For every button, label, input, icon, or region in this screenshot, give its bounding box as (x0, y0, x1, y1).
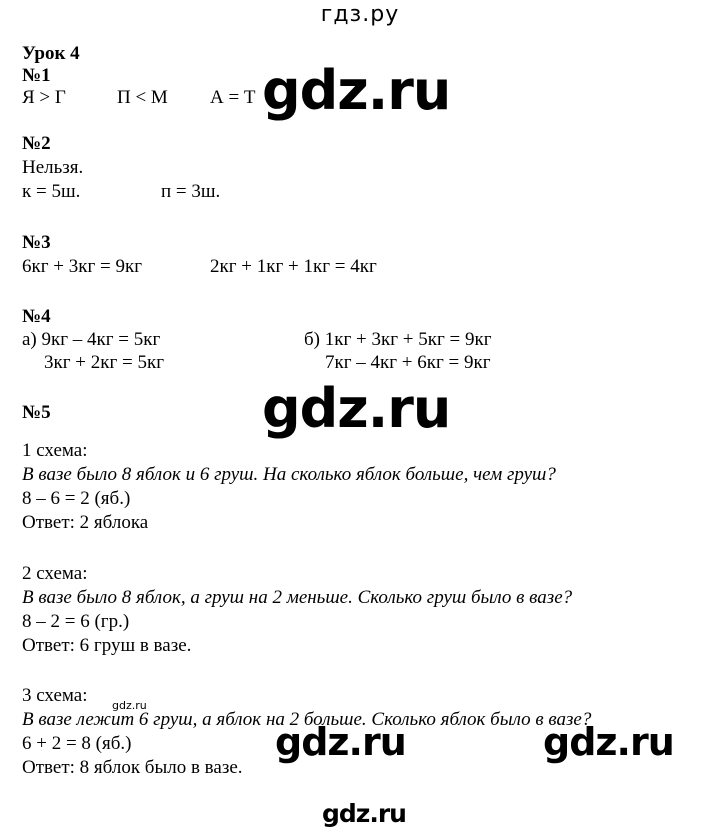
task1-number: №1 (22, 65, 51, 86)
task4-a-line1: а) 9кг – 4кг = 5кг (22, 329, 161, 350)
site-header: гдз.ру (320, 2, 400, 27)
task4-b-line2: 7кг – 4кг + 6кг = 9кг (325, 352, 491, 373)
scheme1-label: 1 схема: (22, 440, 88, 461)
watermark-footer: gdz.ru (322, 799, 406, 828)
scheme3-solution: 6 + 2 = 8 (яб.) (22, 733, 132, 754)
scheme1-solution: 8 – 6 = 2 (яб.) (22, 488, 131, 509)
watermark-tiny: gdz.ru (112, 699, 147, 712)
task2-number: №2 (22, 133, 51, 154)
scheme2-solution: 8 – 2 = 6 (гр.) (22, 611, 130, 632)
task3-item: 6кг + 3кг = 9кг (22, 256, 143, 277)
watermark-bottom-left: gdz.ru (275, 720, 406, 764)
scheme3-label: 3 схема: (22, 685, 88, 706)
scheme2-label: 2 схема: (22, 563, 88, 584)
task4-number: №4 (22, 306, 51, 327)
scheme1-problem: В вазе было 8 яблок и 6 груш. На сколько яблок больше, чем груш? (22, 464, 556, 485)
scheme1-answer: Ответ: 2 яблока (22, 512, 149, 533)
task3-number: №3 (22, 232, 51, 253)
task5-number: №5 (22, 402, 51, 423)
task2-item: п = 3ш. (161, 181, 221, 202)
watermark-middle: gdz.ru (262, 377, 451, 440)
task4-a-line2: 3кг + 2кг = 5кг (44, 352, 165, 373)
task2-answer: Нельзя. (22, 157, 84, 178)
task1-item: Я > Г (22, 87, 66, 108)
scheme3-answer: Ответ: 8 яблок было в вазе. (22, 757, 243, 778)
scheme3-problem: В вазе лежит 6 груш, а яблок на 2 больше. Сколько яблок было в вазе? (22, 709, 592, 730)
scheme2-answer: Ответ: 6 груш в вазе. (22, 635, 192, 656)
lesson-title: Урок 4 (22, 43, 80, 64)
scheme2-problem: В вазе было 8 яблок, а груш на 2 меньше. Сколько груш было в вазе? (22, 587, 573, 608)
task1-item: А = Т (210, 87, 256, 108)
task4-b-line1: б) 1кг + 3кг + 5кг = 9кг (304, 329, 492, 350)
task1-item: П < М (117, 87, 168, 108)
task3-item: 2кг + 1кг + 1кг = 4кг (210, 256, 377, 277)
watermark-top: gdz.ru (262, 59, 451, 122)
watermark-bottom-right: gdz.ru (543, 720, 674, 764)
task2-item: к = 5ш. (22, 181, 81, 202)
